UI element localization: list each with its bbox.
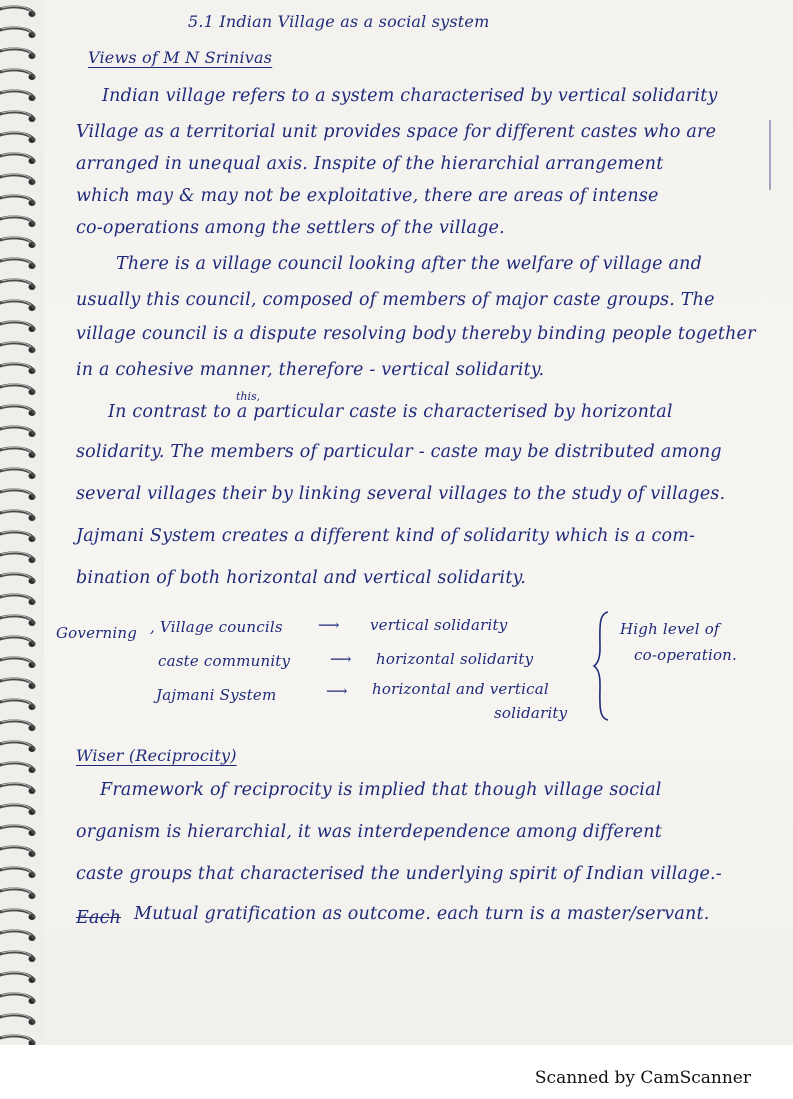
note-line-14: bination of both horizontal and vertical solidarity. — [76, 568, 527, 588]
scanner-watermark: Scanned by CamScanner — [534, 1068, 751, 1088]
note-line-10: In contrast to a particular caste is characterised by horizontal — [108, 402, 673, 422]
margin-mark — [769, 120, 771, 190]
note-line-8: village council is a dispute resolving body thereby binding people together — [76, 324, 756, 344]
note-line-9: in a cohesive manner, therefore - vertical solidarity. — [76, 360, 545, 380]
curly-brace — [592, 610, 614, 722]
note-line-4: which may & may not be exploitative, there are areas of intense — [76, 186, 659, 206]
spiral-binding — [0, 0, 44, 1045]
note2-line-4: Mutual gratification as outcome. each turn is a master/servant. — [134, 904, 710, 924]
note-line-11: solidarity. The members of particular - caste may be distributed among — [76, 442, 722, 462]
struck-word: Each — [76, 908, 122, 928]
note2-line-1: Framework of reciprocity is implied that though village social — [100, 780, 662, 800]
note-line-3: arranged in unequal axis. Inspite of the hierarchial arrangement — [76, 154, 664, 174]
row1-right: vertical solidarity — [370, 616, 508, 634]
note-line-1: Indian village refers to a system characterised by vertical solidarity — [102, 86, 718, 106]
inserted-word: this, — [236, 390, 261, 403]
bracket-note-2: co-operation. — [634, 646, 738, 664]
row3-arrow: ⟶ — [326, 682, 348, 700]
bracket-note-1: High level of — [620, 620, 720, 638]
note-line-2: Village as a territorial unit provides space for different castes who are — [76, 122, 717, 142]
row1-arrow: ⟶ — [318, 616, 340, 634]
note-line-5: co-operations among the settlers of the village. — [76, 218, 505, 238]
note-line-6: There is a village council looking after the welfare of village and — [116, 254, 702, 274]
row3-right: horizontal and vertical — [372, 680, 549, 698]
page-title: 5.1 Indian Village as a social system — [188, 12, 490, 31]
note2-line-2: organism is hierarchial, it was interdependence among different — [76, 822, 662, 842]
row2-arrow: ⟶ — [330, 650, 352, 668]
row2-left: caste community — [158, 652, 291, 670]
section-heading-srinivas: Views of M N Srinivas — [88, 48, 273, 67]
row2-right: horizontal solidarity — [376, 650, 534, 668]
row1-left: , Village councils — [150, 618, 283, 636]
note-line-13: Jajmani System creates a different kind of solidarity which is a com- — [76, 526, 696, 546]
section-heading-wiser: Wiser (Reciprocity) — [76, 746, 237, 765]
row3-left: Jajmani System — [156, 686, 277, 704]
governing-label: Governing — [56, 624, 138, 642]
note2-line-3: caste groups that characterised the underlying spirit of Indian village.- — [76, 864, 722, 884]
row3-continuation: solidarity — [494, 704, 568, 722]
note-line-7: usually this council, composed of members of major caste groups. The — [76, 290, 715, 310]
note-line-12: several villages their by linking several villages to the study of villages. — [76, 484, 726, 504]
